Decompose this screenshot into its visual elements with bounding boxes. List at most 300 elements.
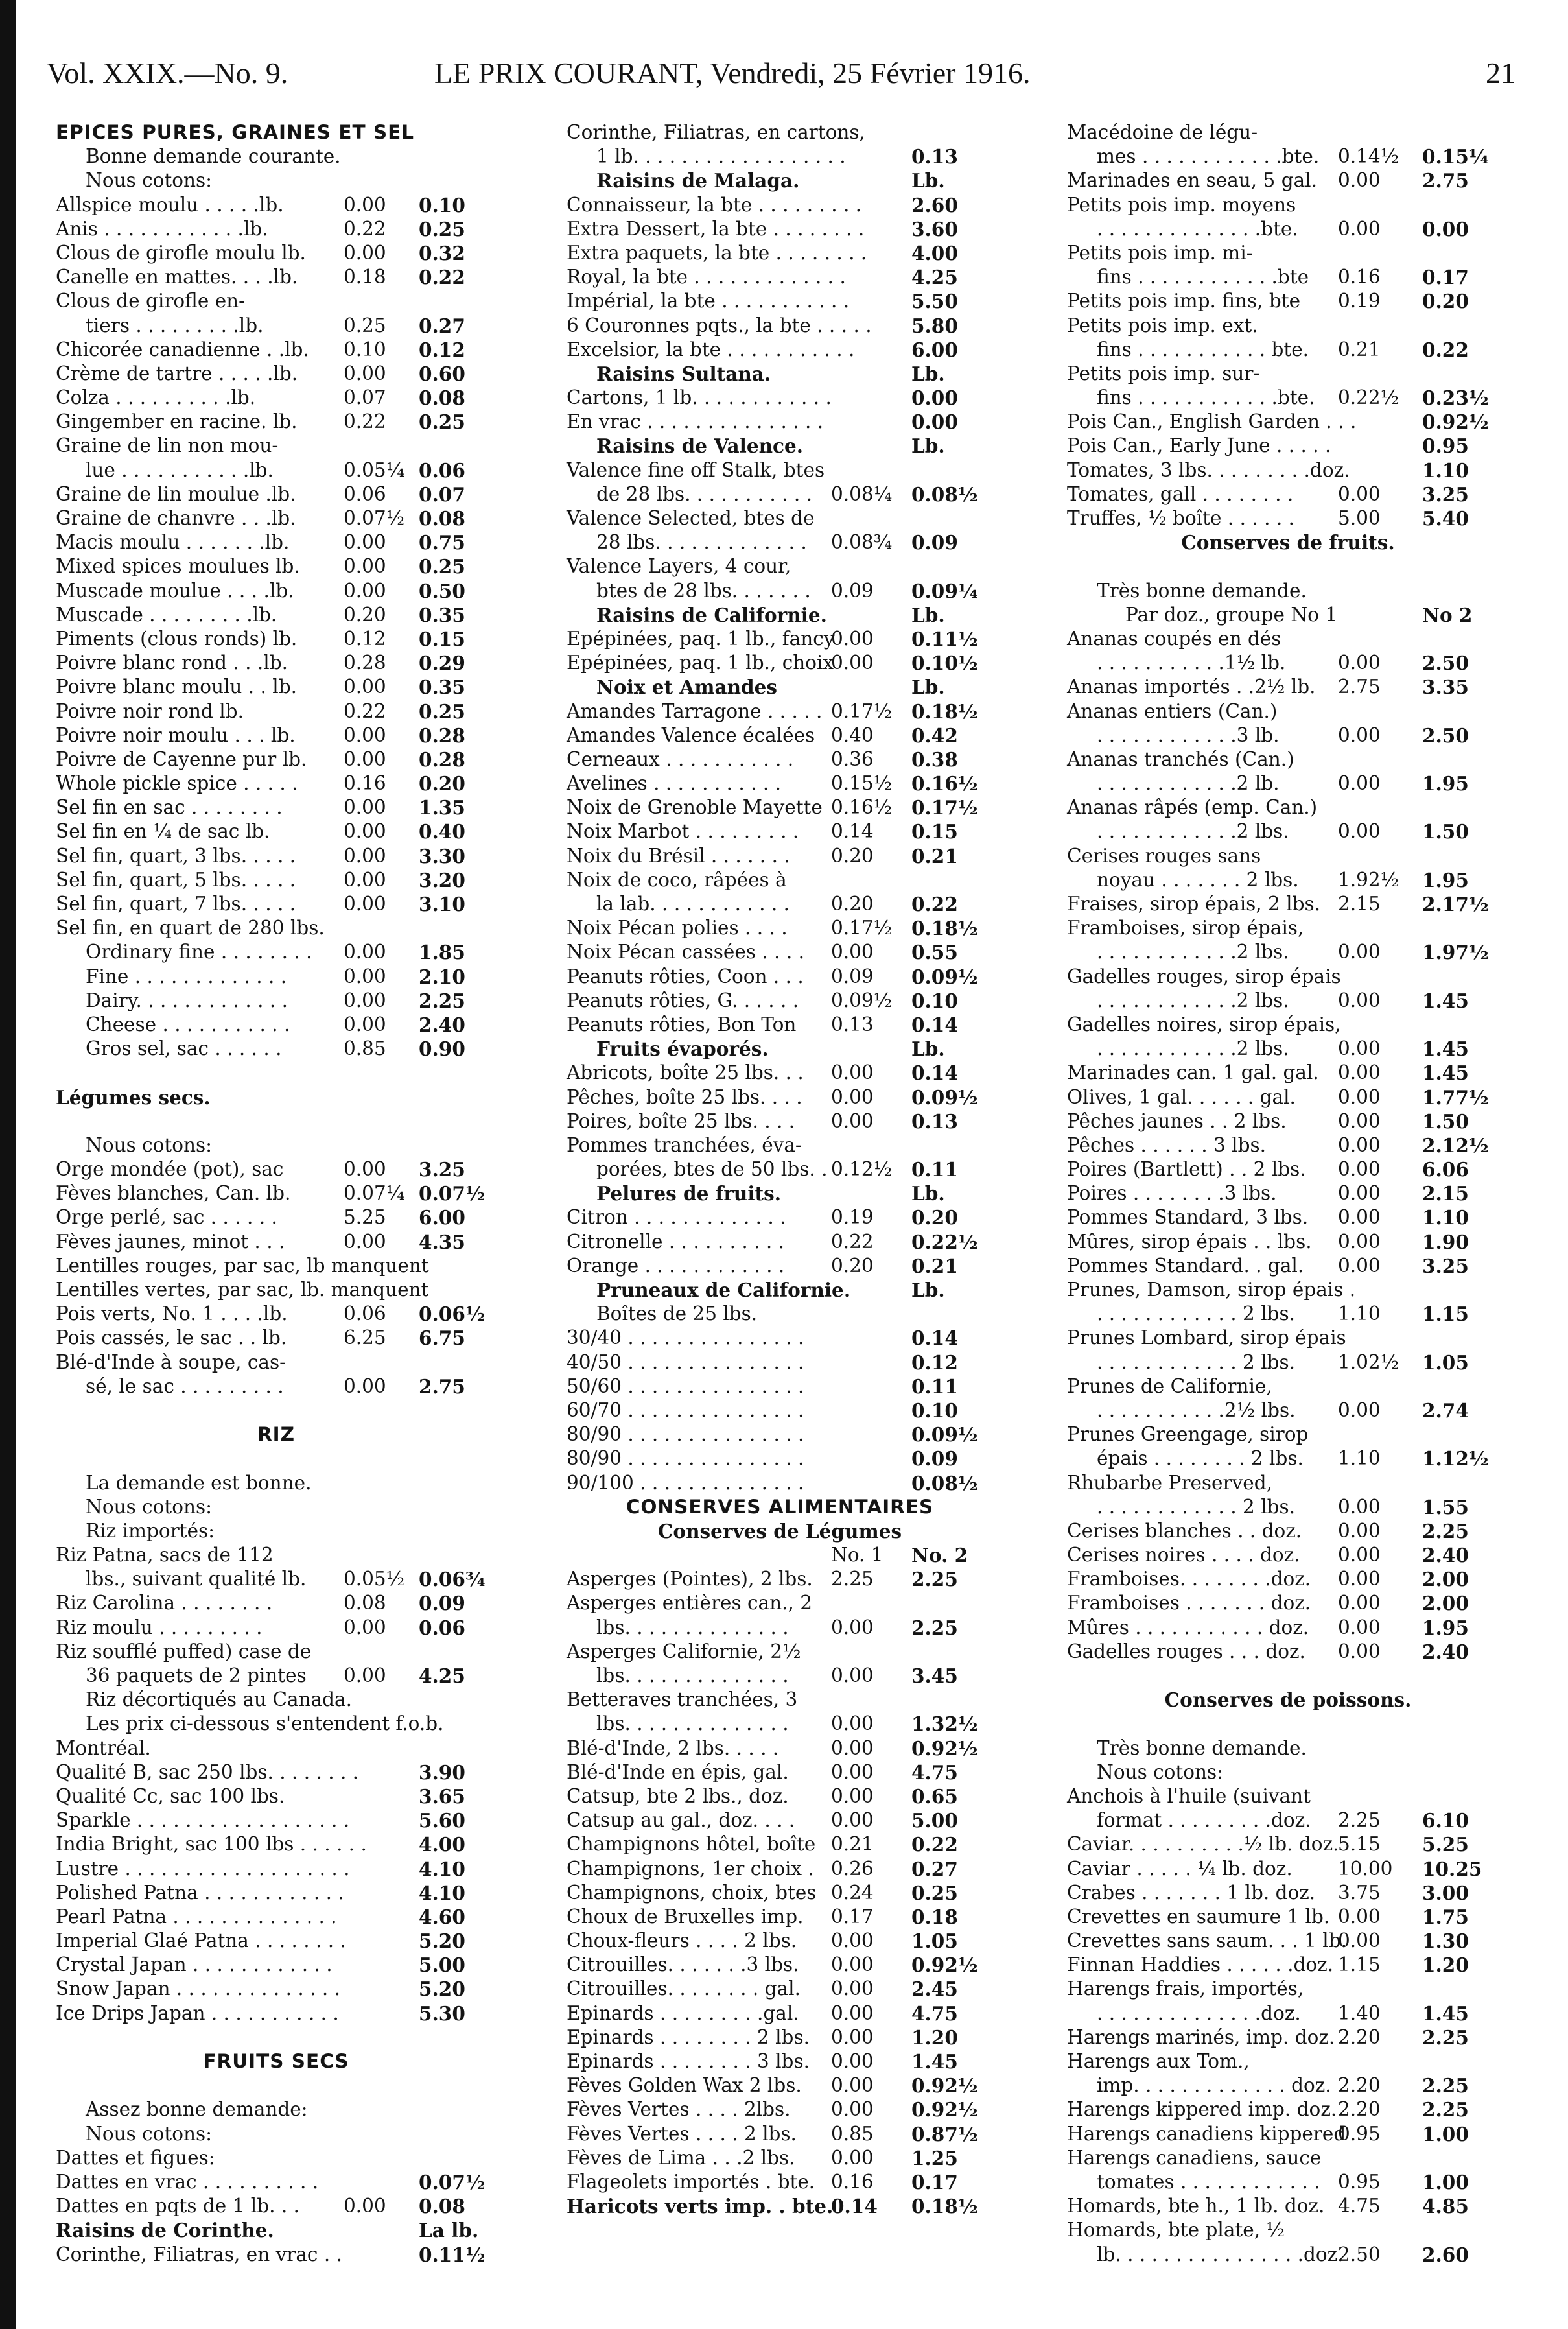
price-high: 0.16½ [911,772,978,796]
price-row [567,1230,993,1254]
item-label: 50/60 . . . . . . . . . . . . . . . [567,1375,804,1397]
price-high: 2.10 [419,965,465,988]
price-high: 0.14 [911,1061,958,1085]
item-label: Petits pois imp. moyens [1067,193,1296,216]
price-high: 0.08½ [911,1471,978,1495]
item-label: Allspice moulu . . . . .lb. [56,193,284,216]
price-row [1067,1881,1509,1905]
price-row [56,265,497,289]
price-high: 0.12 [911,1351,958,1374]
item-label: Caviar . . . . . ¼ lb. doz. [1067,1857,1293,1880]
price-low: 2.25 [831,1568,874,1590]
price-low: 4.75 [1338,2195,1381,2217]
item-label: Sel fin, en quart de 280 lbs. [56,917,325,940]
price-low: 0.00 [831,1809,874,1832]
price-high: 3.20 [419,868,465,892]
price-low: 0.00 [1338,1085,1381,1108]
price-high: 0.27 [911,1857,958,1880]
price-low: 0.00 [344,868,386,891]
price-row [567,458,993,482]
item-label: Blé-d'Inde en épis, gal. [567,1760,789,1783]
price-low: 2.75 [1338,676,1381,698]
item-label: Dairy. . . . . . . . . . . . . [86,989,288,1011]
price-low: 0.00 [1338,941,1381,964]
price-row [567,1953,993,1977]
price-high: 0.22 [419,266,465,289]
item-label: Clous de girofle en- [56,290,246,313]
price-low: 0.95 [1338,2122,1381,2145]
item-label: Fèves Vertes . . . . 2 lbs. [567,2122,797,2145]
price-high: 5.40 [1422,507,1469,530]
price-high: 1.12½ [1422,1447,1489,1471]
price-row [567,169,993,193]
price-high: 2.50 [1422,724,1469,747]
price-row [567,1784,993,1808]
price-high: 2.25 [1422,2098,1469,2122]
price-low: 0.00 [1338,1133,1381,1156]
item-label: 40/50 . . . . . . . . . . . . . . . [567,1351,804,1373]
price-row [56,748,497,772]
item-label: Assez bonne demande: [86,2098,308,2121]
price-low: 0.00 [1338,1230,1381,1253]
price-high: 1.10 [1422,1206,1469,1229]
item-label: Abricots, boîte 25 lbs. . . [567,1061,804,1084]
price-row [1067,2243,1509,2267]
item-label: Mixed spices moulues lb. [56,555,300,578]
price-high: 0.17½ [911,796,978,820]
item-label: Nous cotons: [86,2122,213,2145]
item-label: Champignons, 1er choix . [567,1857,814,1880]
item-label: Raisins de Malaga. [596,169,800,193]
item-label: Raisins de Corinthe. [56,2219,274,2242]
item-label: Pearl Patna . . . . . . . . . . . . . . [56,1905,337,1928]
price-high: 0.32 [419,241,465,265]
price-row [567,1205,993,1229]
item-label: Les prix ci-dessous s'entendent f.o.b. [86,1712,444,1735]
price-row [567,603,993,627]
item-label: 90/100 . . . . . . . . . . . . . . [567,1471,804,1494]
price-high: 5.25 [1422,1833,1469,1856]
price-high: 1.55 [1422,1495,1469,1519]
price-low: 2.20 [1338,2074,1381,2097]
price-high: Lb. [911,1182,945,1205]
item-label: lue . . . . . . . . . . .lb. [86,458,274,481]
price-row [567,579,993,603]
price-row [1067,1181,1509,1205]
price-low: 0.09½ [831,989,893,1011]
price-low: No. 1 [831,1544,883,1566]
item-label: 1 lb. . . . . . . . . . . . . . . . . . [596,145,846,168]
price-low: 0.00 [1338,1206,1381,1229]
price-high: 1.50 [1422,820,1469,844]
price-row [1067,2026,1509,2050]
price-row [1067,362,1509,386]
price-high: Lb. [911,1037,945,1061]
item-label: Asperges entières can., 2 [567,1592,813,1614]
price-high: 0.50 [419,579,465,602]
item-label: Riz importés: [86,1519,215,1542]
item-label: Riz décortiqués au Canada. [86,1688,352,1711]
item-label: fins . . . . . . . . . . . .bte [1097,266,1309,289]
item-label: La demande est bonne. [86,1471,312,1494]
price-row [567,1061,993,1085]
price-row [567,362,993,386]
price-row [567,1567,993,1591]
price-row [567,265,993,289]
item-label: Cerises blanches . . doz. [1067,1519,1302,1542]
price-low: 2.20 [1338,2098,1381,2121]
item-label: Epépinées, paq. 1 lb., fancy [567,627,835,650]
section-heading: Conserves de poissons. [1164,1688,1412,1712]
price-low: 0.00 [831,1712,874,1735]
price-row [56,2002,497,2026]
price-row [567,1616,993,1640]
price-row [567,675,993,699]
item-label: Epinards . . . . . . . . .gal. [567,2002,799,2024]
price-row [567,772,993,796]
price-high: 0.09 [911,1447,958,1471]
item-label: Peanuts rôties, Coon . . . [567,965,804,987]
price-high: 0.09¼ [911,579,978,602]
price-row [56,506,497,530]
price-row [1067,1278,1509,1302]
price-low: 2.20 [1338,2026,1381,2048]
item-label: Amandes Valence écalées [567,724,815,746]
price-low: 0.00 [344,989,386,1011]
price-row [1067,458,1509,482]
price-row [56,121,497,145]
item-label: Sel fin, quart, 5 lbs. . . . . [56,868,296,891]
price-high: 0.20 [1422,290,1469,313]
price-row [567,530,993,554]
item-label: Qualité B, sac 250 lbs. . . . . . . . [56,1760,359,1783]
price-row [567,482,993,506]
price-row [567,2002,993,2026]
price-high: 3.35 [1422,676,1469,699]
price-high: 0.11 [911,1375,958,1398]
price-row [567,940,993,964]
item-label: Avelines . . . . . . . . . . . [567,772,781,795]
item-label: Blé-d'Inde à soupe, cas- [56,1351,287,1373]
price-low: 0.00 [831,2146,874,2169]
price-row [567,1591,993,1615]
item-label: Champignons, choix, btes [567,1881,817,1904]
price-row [567,2026,993,2050]
price-low: 0.17 [831,1905,874,1928]
item-label: Pruneaux de Californie. [596,1279,851,1301]
price-row [56,554,497,578]
price-high: 0.22 [911,1833,958,1856]
price-row [1067,1447,1509,1471]
price-high: Lb. [911,676,945,699]
price-high: Lb. [911,434,945,458]
price-high: 0.21 [911,844,958,868]
price-high: 0.25 [419,700,465,723]
price-high: 0.55 [911,941,958,964]
price-low: 0.00 [831,1664,874,1686]
price-low: 0.15½ [831,772,893,795]
price-row [56,1230,497,1254]
price-row [56,217,497,241]
price-row [1067,965,1509,989]
price-high: 0.18½ [911,917,978,940]
price-low: 0.00 [344,724,386,746]
price-high: 6.00 [911,338,958,361]
item-label: Mûres . . . . . . . . . . . doz. [1067,1616,1309,1638]
price-high: 0.28 [419,724,465,747]
price-row [567,1351,993,1375]
price-row [567,2170,993,2194]
price-row [1067,724,1509,748]
price-row [567,1857,993,1881]
item-label: Framboises . . . . . . . doz. [1067,1592,1311,1614]
item-label: Polished Patna . . . . . . . . . . . . [56,1881,344,1904]
price-low: 0.00 [1338,772,1381,795]
item-label: En vrac . . . . . . . . . . . . . . . [567,410,824,433]
price-low: 0.00 [1338,1182,1381,1205]
item-label: Harengs canadiens, sauce [1067,2146,1322,2169]
item-label: Ananas coupés en dés [1067,627,1281,650]
item-label: Nous cotons: [1097,1760,1224,1783]
price-low: 0.08 [344,1592,386,1614]
price-high: 6.10 [1422,1809,1469,1832]
price-high: 3.25 [1422,1254,1469,1277]
price-high: 1.45 [1422,2002,1469,2025]
item-label: Catsup, bte 2 lbs., doz. [567,1784,789,1807]
item-label: Pois Can., English Garden . . . [1067,410,1357,433]
item-label: Orge mondée (pot), sac [56,1158,284,1181]
item-label: Fine . . . . . . . . . . . . . [86,965,287,987]
price-row [567,2146,993,2170]
item-label: Pois cassés, le sac . . lb. [56,1327,287,1349]
price-row [56,1519,497,1543]
price-low: 0.16 [1338,266,1381,289]
item-label: Prunes, Damson, sirop épais . [1067,1279,1356,1301]
item-label: Pommes tranchées, éva- [567,1133,802,1156]
spacer [56,2074,497,2098]
item-label: Haricots verts imp. . bte. [567,2195,834,2218]
price-row [56,1977,497,2001]
item-label: Cerises noires . . . . doz. [1067,1544,1300,1566]
journal-title-date: LE PRIX COURANT, Vendredi, 25 Février 1916. [434,56,1031,89]
price-low: 1.40 [1338,2002,1381,2024]
price-row [56,1640,497,1664]
price-high: 0.00 [1422,217,1469,241]
item-label: India Bright, sac 100 lbs . . . . . . [56,1833,367,1856]
price-row [56,627,497,651]
price-high: 0.27 [419,314,465,337]
price-row [567,1736,993,1760]
price-row [56,1905,497,1929]
item-label: Sel fin, quart, 3 lbs. . . . . [56,844,296,867]
price-row [567,820,993,844]
price-low: 0.21 [831,1833,874,1856]
price-row [1067,410,1509,434]
price-high: 1.20 [911,2026,958,2049]
item-label: Olives, 1 gal. . . . . . gal. [1067,1085,1296,1108]
price-high: 0.18½ [911,2195,978,2218]
price-row [56,892,497,916]
item-label: 80/90 . . . . . . . . . . . . . . . [567,1423,804,1446]
price-row [567,1254,993,1278]
item-label: lbs., suivant qualité lb. [86,1568,307,1590]
price-row [567,554,993,578]
item-label: Muscade . . . . . . . . .lb. [56,603,277,626]
price-high: 6.06 [1422,1158,1469,1181]
price-high: 5.60 [419,1809,465,1832]
item-label: Citronelle . . . . . . . . . . [567,1230,785,1253]
item-label: Par doz., groupe No 1 [1125,603,1338,626]
item-label: Lentilles vertes, par sac, lb. manquent [56,1279,429,1301]
price-row [1067,940,1509,964]
price-low: 0.00 [831,1954,874,1976]
price-row [1067,916,1509,940]
price-row [56,386,497,410]
price-row [1067,1471,1509,1495]
price-low: 0.17½ [831,700,893,722]
price-row [567,121,993,145]
item-label: Lustre . . . . . . . . . . . . . . . . . . . [56,1857,350,1880]
price-low: 6.25 [344,1327,386,1349]
price-row [1067,386,1509,410]
price-row [1067,1495,1509,1519]
price-high: 1.32½ [911,1712,978,1736]
item-label: Montréal. [56,1736,151,1759]
price-high: 0.92½ [911,1736,978,1760]
item-label: Cheese . . . . . . . . . . . [86,1013,290,1035]
price-low: 2.25 [1338,1809,1381,1832]
price-row [1067,2074,1509,2098]
item-label: Riz moulu . . . . . . . . . [56,1616,263,1638]
price-high: 0.15 [911,820,958,844]
price-row [56,675,497,699]
price-row [567,1013,993,1037]
item-label: Snow Japan . . . . . . . . . . . . . . [56,1978,341,2000]
price-high: 2.60 [1422,2243,1469,2266]
item-label: Poivre noir moulu . . . lb. [56,724,296,746]
item-label: Macédoine de légu- [1067,121,1258,143]
item-label: Fèves blanches, Can. lb. [56,1182,291,1205]
price-high: 1.45 [1422,1061,1469,1085]
item-label: Royal, la bte . . . . . . . . . . . . . [567,266,846,289]
item-label: Impérial, la bte . . . . . . . . . . . [567,290,850,313]
item-label: Prunes Lombard, sirop épais [1067,1327,1346,1349]
price-row [56,820,497,844]
price-low: 0.00 [831,2002,874,2024]
page-spine-edge [0,0,16,2329]
price-low: 5.25 [344,1206,386,1229]
price-low: 0.26 [831,1857,874,1880]
spacer [56,1399,497,1423]
item-label: Catsup au gal., doz. . . . [567,1809,795,1832]
price-row [56,1205,497,1229]
price-row [56,700,497,724]
item-label: lbs. . . . . . . . . . . . . . [596,1616,789,1638]
item-label: Finnan Haddies . . . . . .doz. [1067,1954,1334,1976]
price-low: 0.00 [831,2026,874,2048]
price-low: 0.95 [1338,2170,1381,2193]
item-label: Connaisseur, la bte . . . . . . . . . [567,193,862,216]
price-low: 0.00 [1338,169,1381,192]
item-label: Crème de tartre . . . . .lb. [56,362,298,384]
price-row [567,1760,993,1784]
item-label: Prunes de Californie, [1067,1375,1272,1397]
item-label: Peanuts rôties, Bon Ton [567,1013,797,1035]
price-high: 3.60 [911,217,958,241]
price-row [1067,796,1509,820]
price-row [567,1543,993,1567]
price-low: 1.10 [1338,1447,1381,1470]
item-label: Ananas tranchés (Can.) [1067,748,1294,770]
price-row [1067,627,1509,651]
item-label: Macis moulu . . . . . . .lb. [56,531,290,554]
price-row [56,1688,497,1712]
price-high: 2.60 [911,193,958,217]
item-label: Valence Layers, 4 cour, [567,555,791,578]
price-row [1067,2050,1509,2074]
price-high: 0.13 [911,145,958,169]
price-row [1067,2002,1509,2026]
item-label: Marinades can. 1 gal. gal. [1067,1061,1319,1084]
item-label: Riz soufflé puffed) case de [56,1640,312,1662]
price-row [567,868,993,892]
price-low: 0.06 [344,1303,386,1325]
price-row [1067,289,1509,313]
price-row [56,1157,497,1181]
price-row [567,651,993,675]
item-label: Noix de coco, râpées à [567,868,787,891]
price-row [56,1133,497,1157]
price-high: 1.45 [1422,1037,1469,1061]
price-high: 0.09 [911,531,958,554]
price-row [1067,1109,1509,1133]
price-high: 0.65 [911,1784,958,1808]
price-row [56,844,497,868]
item-label: Lentilles rouges, par sac, lb manquent [56,1254,429,1277]
item-label: Ananas importés . .2½ lb. [1067,676,1316,698]
item-label: tomates . . . . . . . . . . . . [1097,2170,1320,2193]
price-row [1067,1205,1509,1229]
item-label: Harengs frais, importés, [1067,1978,1304,2000]
price-row [1067,1543,1509,1567]
price-low: 0.09 [831,579,874,602]
item-label: . . . . . . . . . . . .2 lbs. [1097,989,1289,1011]
price-high: 0.08 [419,507,465,530]
price-row [567,1302,993,1326]
price-low: 0.00 [831,2050,874,2072]
price-high: 0.35 [419,676,465,699]
price-row [1067,1375,1509,1399]
price-row [1067,1760,1509,1784]
price-row [567,434,993,458]
price-high: 0.25 [419,410,465,434]
price-row [567,1640,993,1664]
price-high: 0.11½ [911,627,978,650]
price-low: 0.00 [344,362,386,384]
price-high: 2.40 [1422,1640,1469,1663]
price-row [567,1905,993,1929]
price-high: 6.75 [419,1327,465,1350]
price-low: 0.00 [831,2098,874,2121]
price-row [567,700,993,724]
price-low: 0.28 [344,652,386,674]
price-high: 2.25 [911,1616,958,1639]
price-low: 5.00 [1338,507,1381,529]
price-low: 0.08¾ [831,531,893,554]
price-high: 0.09½ [911,1423,978,1447]
price-low: 0.19 [831,1206,874,1229]
price-row [1067,1929,1509,1953]
